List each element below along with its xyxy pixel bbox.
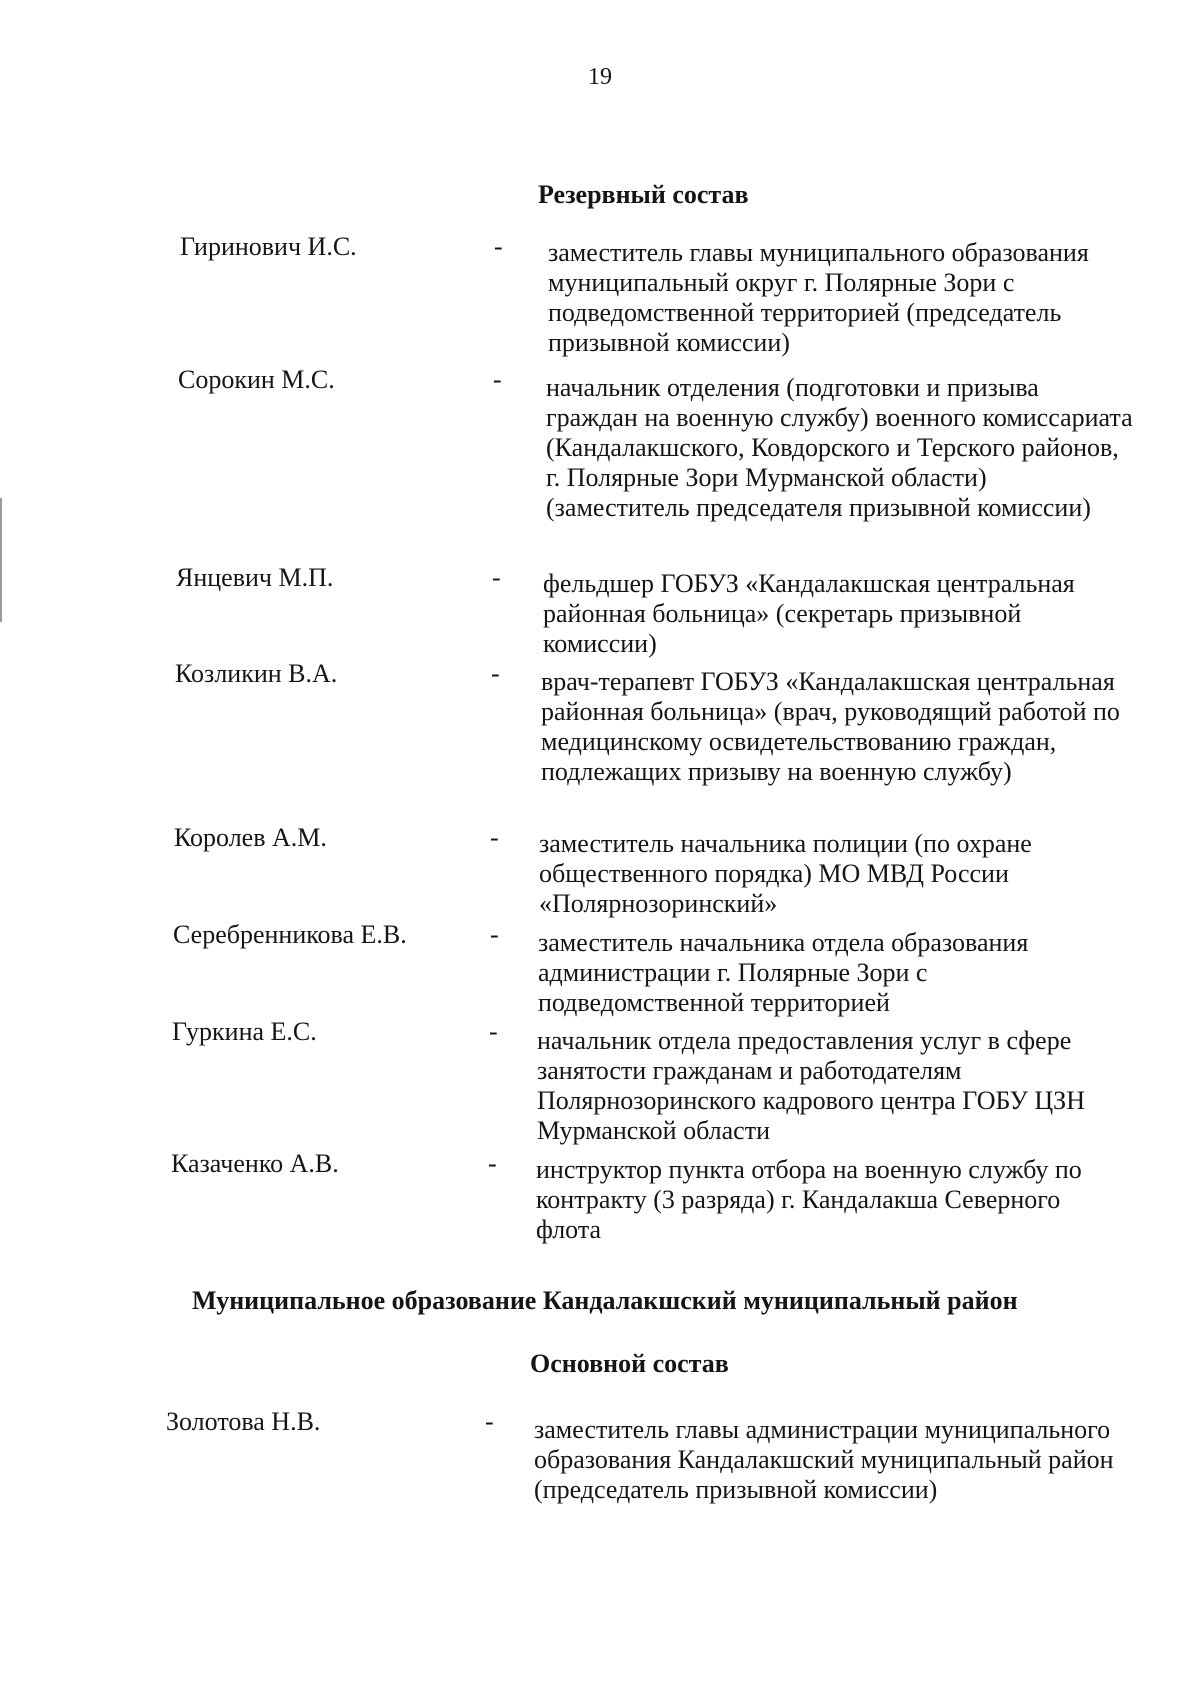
- member-dash: -: [490, 920, 499, 949]
- member-dash: -: [493, 365, 502, 394]
- member-role: заместитель главы муниципального образования муниципальный округ г. Полярные Зори с подведомственной территорией (председатель призывной комиссии): [548, 238, 1089, 357]
- municipality-heading: Муниципальное образование Кандалакшский муниципальный район: [192, 1286, 1018, 1315]
- member-name: Козликин В.А.: [175, 659, 338, 688]
- member-name: Казаченко А.В.: [171, 1149, 339, 1178]
- member-dash: -: [485, 1407, 494, 1436]
- member-role: заместитель начальника полиции (по охране общественного порядка) МО МВД России «Полярнозоринский»: [539, 829, 1032, 918]
- scan-edge-mark: [0, 498, 2, 622]
- member-name: Королев А.М.: [174, 823, 327, 852]
- member-role: фельдшер ГОБУЗ «Кандалакшская центральная районная больница» (секретарь призывной комиссии): [543, 569, 1075, 658]
- member-dash: -: [492, 563, 501, 592]
- member-dash: -: [494, 232, 503, 261]
- member-role: заместитель главы администрации муниципального образования Кандалакшский муниципальный район (председатель призывной комиссии): [534, 1415, 1114, 1504]
- member-role: начальник отделения (подготовки и призыва граждан на военную службу) военного комиссариата (Кандалакшского, Ковдорского и Терского районов, г. Полярные Зори Мурманской области) (заместитель председателя призывной комиссии): [546, 373, 1133, 522]
- member-dash: -: [488, 1149, 497, 1178]
- member-name: Янцевич М.П.: [176, 563, 334, 592]
- member-name: Гуркина Е.С.: [172, 1017, 317, 1046]
- member-role: врач-терапевт ГОБУЗ «Кандалакшская центральная районная больница» (врач, руководящий работой по медицинскому освидетельствованию граждан, подлежащих призыву на военную службу): [541, 667, 1120, 786]
- main-section-heading: Основной состав: [530, 1349, 729, 1378]
- member-role: начальник отдела предоставления услуг в сфере занятости гражданам и работодателям Полярнозоринского кадрового центра ГОБУ ЦЗН Мурманской области: [537, 1026, 1085, 1145]
- member-name: Серебренникова Е.В.: [173, 920, 407, 949]
- page-number: 19: [588, 64, 612, 90]
- member-dash: -: [491, 659, 500, 688]
- member-name: Сорокин М.С.: [178, 365, 335, 394]
- member-name: Гиринович И.С.: [180, 232, 357, 261]
- member-role: заместитель начальника отдела образования администрации г. Полярные Зори с подведомственной территорией: [538, 928, 1029, 1017]
- member-dash: -: [489, 1017, 498, 1046]
- reserve-section-heading: Резервный состав: [538, 180, 749, 209]
- member-dash: -: [490, 823, 499, 852]
- member-name: Золотова Н.В.: [166, 1407, 321, 1436]
- member-role: инструктор пункта отбора на военную службу по контракту (3 разряда) г. Кандалакша Северного флота: [536, 1155, 1082, 1244]
